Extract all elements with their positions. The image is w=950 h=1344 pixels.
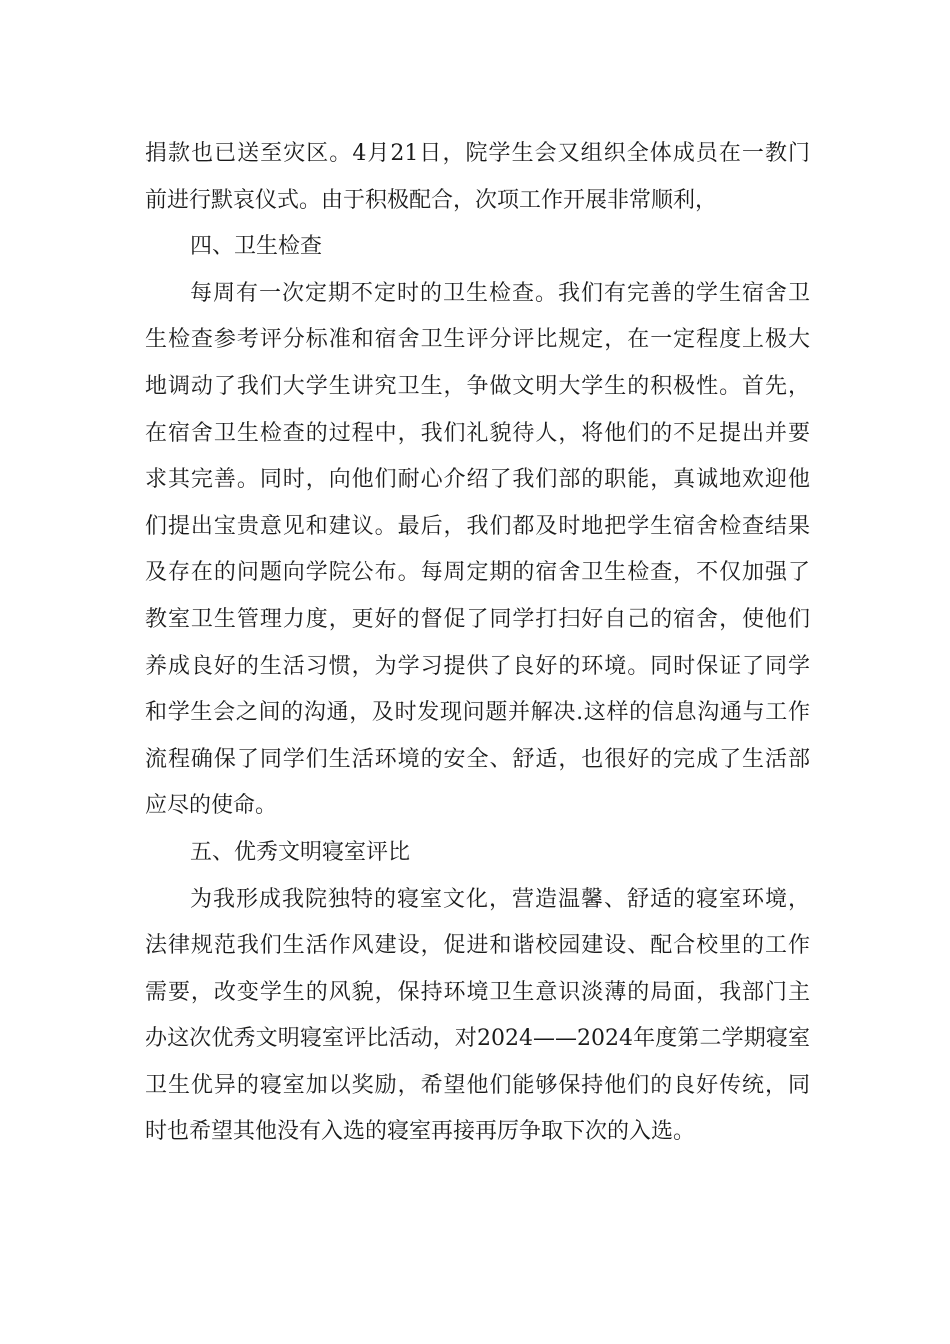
paragraph-line: 应尽的使命。: [145, 793, 278, 819]
paragraph-line: 求其完善。同时，向他们耐心介绍了我们部的职能，真诚地欢迎他: [145, 467, 810, 493]
paragraph-line: 前进行默哀仪式。由于积极配合，次项工作开展非常顺利，: [145, 187, 718, 213]
paragraph-line: 流程确保了同学们生活环境的安全、舒适，也很好的完成了生活部: [145, 746, 810, 772]
section-heading-hygiene-inspection: 四、卫生检查: [190, 234, 323, 260]
paragraph-line: 法律规范我们生活作风建设，促进和谐校园建设、配合校里的工作: [145, 933, 810, 959]
section-heading-dorm-evaluation: 五、优秀文明寝室评比: [190, 839, 411, 865]
paragraph-line: 教室卫生管理力度，更好的督促了同学打扫好自己的宿舍，使他们: [145, 606, 810, 632]
document-body: [145, 131, 810, 1156]
paragraph-line: 每周有一次定期不定时的卫生检查。我们有完善的学生宿舍卫: [190, 280, 810, 306]
paragraph-line: 捐款也已送至灾区。4月21日，院学生会又组织全体成员在一教门: [145, 141, 810, 166]
paragraph-line: 生检查参考评分标准和宿舍卫生评分评比规定，在一定程度上极大: [145, 327, 810, 353]
paragraph-line: 为我形成我院独特的寝室文化，营造温馨、舒适的寝室环境，: [190, 886, 810, 912]
paragraph-line: 在宿舍卫生检查的过程中，我们礼貌待人，将他们的不足提出并要: [145, 420, 810, 446]
paragraph-line: 卫生优异的寝室加以奖励，希望他们能够保持他们的良好传统，同: [145, 1072, 810, 1098]
paragraph-line: 和学生会之间的沟通，及时发现问题并解决.这样的信息沟通与工作: [145, 700, 810, 726]
paragraph-line: 办这次优秀文明寝室评比活动，对2024——2024年度第二学期寝室: [145, 1026, 810, 1052]
paragraph-line: 时也希望其他没有入选的寝室再接再厉争取下次的入选。: [145, 1119, 696, 1145]
paragraph-line: 地调动了我们大学生讲究卫生，争做文明大学生的积极性。首先，: [145, 373, 810, 399]
paragraph-line: 需要，改变学生的风貌，保持环境卫生意识淡薄的局面，我部门主: [145, 979, 810, 1005]
paragraph-line: 们提出宝贵意见和建议。最后，我们都及时地把学生宿舍检查结果: [145, 513, 810, 539]
paragraph-line: 及存在的问题向学院公布。每周定期的宿舍卫生检查，不仅加强了: [145, 560, 810, 586]
paragraph-line: 养成良好的生活习惯，为学习提供了良好的环境。同时保证了同学: [145, 653, 810, 679]
